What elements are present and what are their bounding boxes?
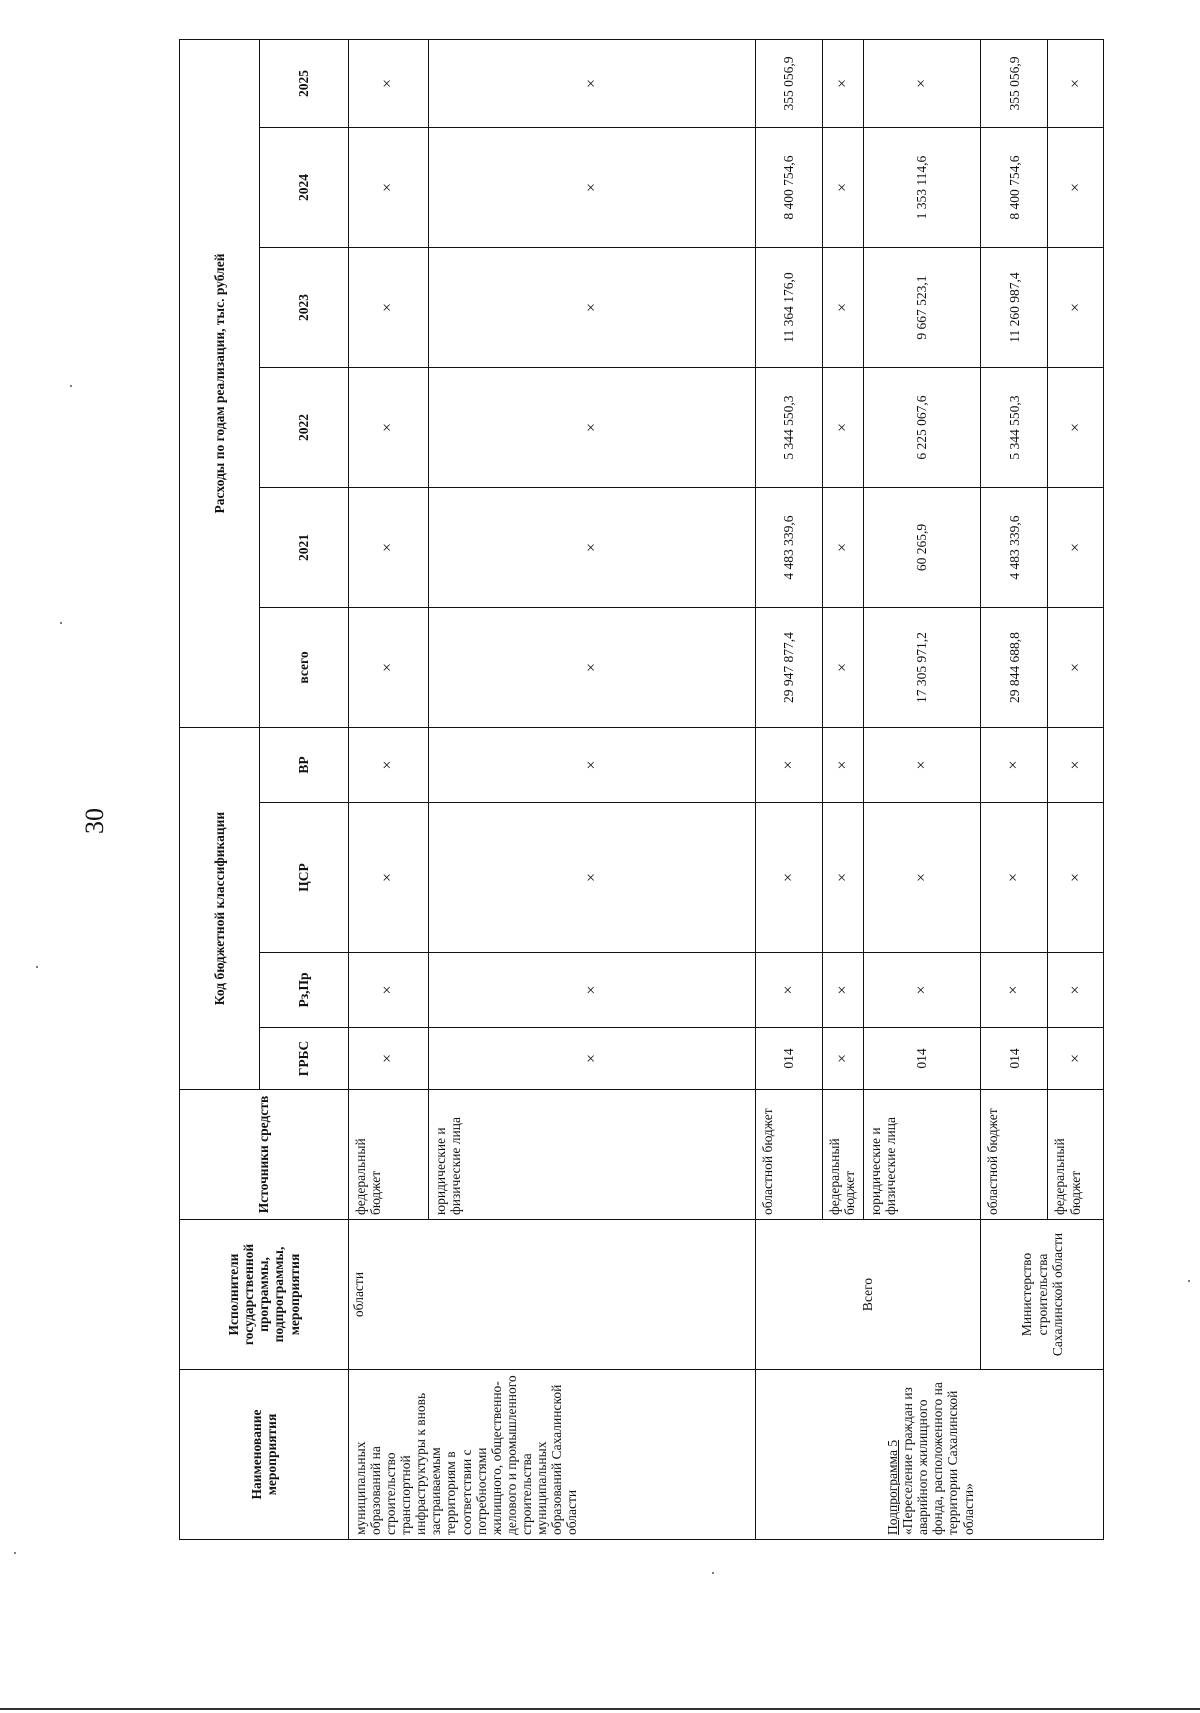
scan-edge-line [0, 1708, 1200, 1710]
y2022-cell: 5 344 550,3 [755, 368, 822, 488]
y2021-cell: 4 483 339,6 [755, 488, 822, 608]
measure-name-cell: муниципальных образований на строительство транспортной инфраструктуры к вновь застраиваемым территориям в соответствии с потребностями жилищного, общественно-делового и промышленного строительства муниципальных образований Сахалинской области [348, 1370, 755, 1540]
y2024-cell: 8 400 754,6 [981, 128, 1048, 248]
scan-speck [36, 966, 38, 968]
y2024-cell: × [1048, 128, 1104, 248]
scan-speck [60, 622, 62, 624]
header-csr: ЦСР [260, 803, 349, 953]
rzpr-cell: × [981, 953, 1048, 1028]
y2025-cell: × [348, 39, 428, 127]
source-cell: федеральный бюджет [348, 1090, 428, 1220]
y2022-cell: 5 344 550,3 [981, 368, 1048, 488]
y2022-cell: 6 225 067,6 [863, 368, 981, 488]
y2025-cell: × [1048, 39, 1104, 127]
y2025-cell: × [428, 39, 755, 127]
page-number: 30 [80, 808, 109, 834]
vr-cell: × [823, 728, 864, 803]
source-cell: юридические и физические лица [863, 1090, 981, 1220]
y2023-cell: × [348, 248, 428, 368]
source-cell: областной бюджет [755, 1090, 822, 1220]
grbs-cell: × [428, 1028, 755, 1090]
executor-cell: области [348, 1220, 755, 1370]
total-cell: 17 305 971,2 [863, 608, 981, 728]
y2021-cell: × [428, 488, 755, 608]
scan-speck [70, 385, 72, 387]
header-expenses-group: Расходы по годам реализации, тыс. рублей [180, 39, 260, 727]
y2023-cell: × [823, 248, 864, 368]
grbs-cell: 014 [755, 1028, 822, 1090]
y2022-cell: × [823, 368, 864, 488]
header-total: всего [260, 608, 349, 728]
table-row [348, 39, 428, 1539]
table-row [981, 39, 1048, 1539]
y2025-cell: 355 056,9 [981, 39, 1048, 127]
subprogram-title: Подпрограмма 5 [885, 1439, 901, 1535]
csr-cell: × [981, 803, 1048, 953]
y2022-cell: × [1048, 368, 1104, 488]
scan-speck [712, 1572, 714, 1574]
y2022-cell: × [428, 368, 755, 488]
rzpr-cell: × [1048, 953, 1104, 1028]
source-cell: юридические и физические лица [428, 1090, 755, 1220]
total-cell: × [1048, 608, 1104, 728]
rzpr-cell: × [863, 953, 981, 1028]
source-cell: федеральный бюджет [823, 1090, 864, 1220]
grbs-cell: × [823, 1028, 864, 1090]
y2023-cell: 9 667 523,1 [863, 248, 981, 368]
y2021-cell: × [823, 488, 864, 608]
rzpr-cell: × [755, 953, 822, 1028]
vr-cell: × [1048, 728, 1104, 803]
y2024-cell: × [823, 128, 864, 248]
header-2021: 2021 [260, 488, 349, 608]
y2023-cell: × [428, 248, 755, 368]
csr-cell: × [428, 803, 755, 953]
y2024-cell: × [428, 128, 755, 248]
header-2023: 2023 [260, 248, 349, 368]
vr-cell: × [755, 728, 822, 803]
scan-speck [1188, 1280, 1190, 1282]
vr-cell: × [863, 728, 981, 803]
header-2024: 2024 [260, 128, 349, 248]
y2025-cell: 355 056,9 [755, 39, 822, 127]
grbs-cell: × [348, 1028, 428, 1090]
csr-cell: × [348, 803, 428, 953]
y2024-cell: 8 400 754,6 [755, 128, 822, 248]
vr-cell: × [348, 728, 428, 803]
executor-all-cell: Всего [755, 1220, 980, 1370]
grbs-cell: 014 [981, 1028, 1048, 1090]
source-cell: федеральный бюджет [1048, 1090, 1104, 1220]
y2024-cell: × [348, 128, 428, 248]
y2022-cell: × [348, 368, 428, 488]
y2023-cell: × [1048, 248, 1104, 368]
total-cell: × [348, 608, 428, 728]
total-cell: × [823, 608, 864, 728]
header-bk-group: Код бюджетной классификации [180, 728, 260, 1090]
header-2022: 2022 [260, 368, 349, 488]
subprogram-description: «Переселение граждан из аварийного жилищного фонда, расположенного на территории Сахалинской области» [900, 1382, 976, 1535]
y2025-cell: × [863, 39, 981, 127]
csr-cell: × [823, 803, 864, 953]
total-cell: 29 947 877,4 [755, 608, 822, 728]
y2021-cell: 60 265,9 [863, 488, 981, 608]
y2023-cell: 11 364 176,0 [755, 248, 822, 368]
rzpr-cell: × [428, 953, 755, 1028]
csr-cell: × [863, 803, 981, 953]
header-sources: Источники средств [180, 1090, 349, 1220]
y2023-cell: 11 260 987,4 [981, 248, 1048, 368]
table-row [755, 39, 822, 1539]
y2021-cell: × [348, 488, 428, 608]
source-cell: областной бюджет [981, 1090, 1048, 1220]
header-rzpr: Рз,Пр [260, 953, 349, 1028]
rotated-table-container [179, 40, 1104, 1540]
scan-speck [14, 1552, 16, 1554]
y2024-cell: 1 353 114,6 [863, 128, 981, 248]
vr-cell: × [428, 728, 755, 803]
grbs-cell: × [1048, 1028, 1104, 1090]
csr-cell: × [755, 803, 822, 953]
grbs-cell: 014 [863, 1028, 981, 1090]
csr-cell: × [1048, 803, 1104, 953]
header-2025: 2025 [260, 39, 349, 127]
y2025-cell: × [823, 39, 864, 127]
header-grbs: ГРБС [260, 1028, 349, 1090]
executor-ministry-cell: Министерство строительства Сахалинской области [981, 1220, 1104, 1370]
total-cell: × [428, 608, 755, 728]
y2021-cell: × [1048, 488, 1104, 608]
subprogram-name-cell [755, 1370, 1103, 1540]
y2021-cell: 4 483 339,6 [981, 488, 1048, 608]
rzpr-cell: × [348, 953, 428, 1028]
header-executors: Исполнители государственной программы, подпрограммы, мероприятия [180, 1220, 349, 1370]
rzpr-cell: × [823, 953, 864, 1028]
header-vr: ВР [260, 728, 349, 803]
budget-table [179, 39, 1104, 1540]
header-name: Наименование мероприятия [180, 1370, 349, 1540]
total-cell: 29 844 688,8 [981, 608, 1048, 728]
vr-cell: × [981, 728, 1048, 803]
